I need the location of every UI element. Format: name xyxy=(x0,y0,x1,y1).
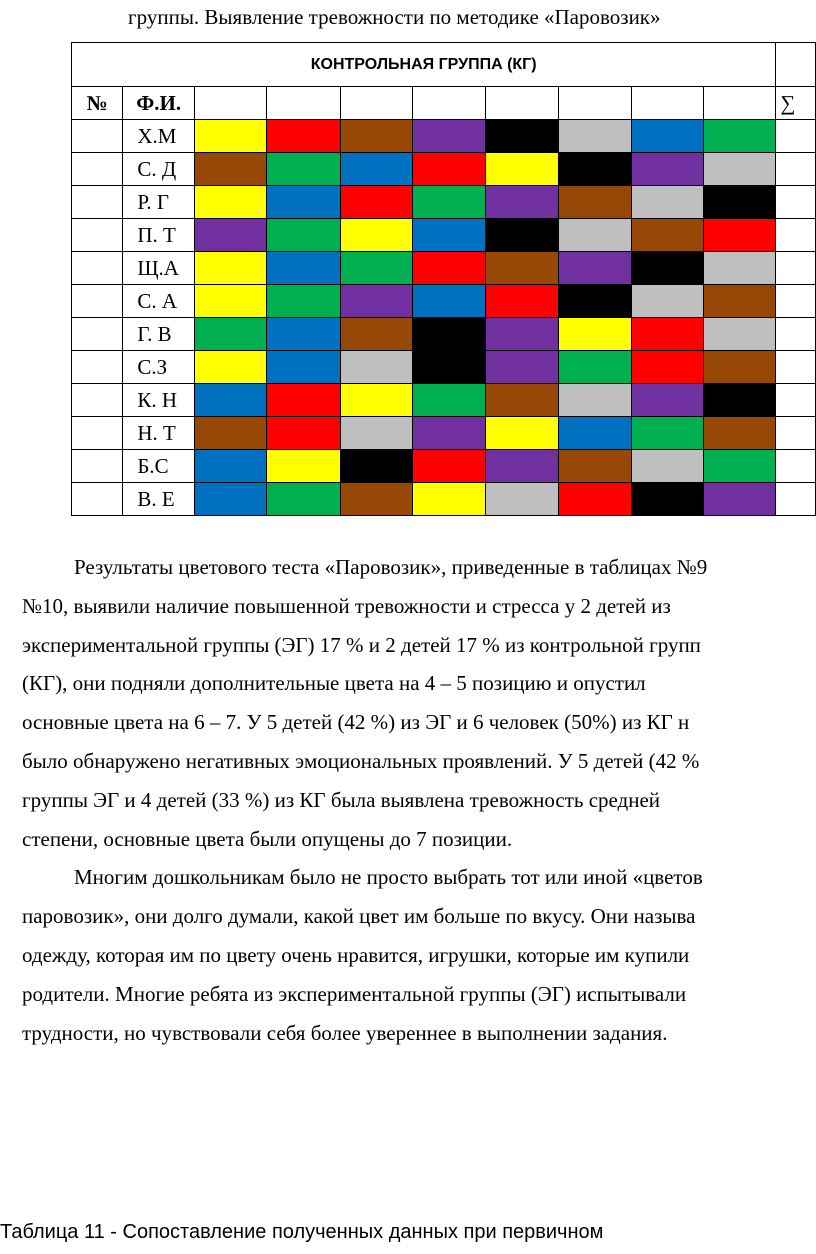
header-position-1 xyxy=(195,87,267,120)
color-cell-purple xyxy=(485,318,558,351)
text-line: степени, основные цвета были опущены до 7 позиции. xyxy=(22,826,513,851)
body-text xyxy=(22,548,816,1052)
color-cell-black xyxy=(703,384,775,417)
color-cell-red xyxy=(559,483,631,516)
color-cell-green xyxy=(267,483,340,516)
table-row xyxy=(72,450,816,483)
color-cell-black xyxy=(631,252,703,285)
color-cell-green xyxy=(267,285,340,318)
row-name-cell: К. Н xyxy=(123,384,195,417)
color-cell-gray xyxy=(559,120,631,153)
color-cell-black xyxy=(340,450,412,483)
control-group-table xyxy=(71,42,816,516)
row-name-cell: Н. Т xyxy=(123,417,195,450)
row-name-cell: Г. В xyxy=(123,318,195,351)
row-sum-cell xyxy=(776,483,816,516)
color-cell-brown xyxy=(195,153,267,186)
text-line: основные цвета на 6 – 7. У 5 детей (42 %) из ЭГ и 6 человек (50%) из КГ н xyxy=(22,710,690,735)
row-number-cell xyxy=(72,219,123,252)
table-row xyxy=(72,153,816,186)
row-sum-cell xyxy=(776,351,816,384)
color-cell-gray xyxy=(703,252,775,285)
header-position-5 xyxy=(485,87,558,120)
color-cell-gray xyxy=(631,450,703,483)
color-cell-gray xyxy=(340,417,412,450)
row-number-cell xyxy=(72,450,123,483)
color-cell-red xyxy=(340,186,412,219)
color-cell-yellow xyxy=(340,384,412,417)
row-number-cell xyxy=(72,153,123,186)
color-cell-purple xyxy=(195,219,267,252)
color-cell-brown xyxy=(485,252,558,285)
color-cell-gray xyxy=(340,351,412,384)
color-cell-purple xyxy=(485,186,558,219)
text-line: одежду, которая им по цвету очень нравится, игрушки, которые им купили xyxy=(22,942,690,967)
header-position-4 xyxy=(413,87,485,120)
color-cell-yellow xyxy=(413,483,485,516)
color-cell-brown xyxy=(340,120,412,153)
color-cell-blue xyxy=(413,219,485,252)
color-cell-purple xyxy=(703,483,775,516)
row-number-cell xyxy=(72,120,123,153)
color-cell-green xyxy=(703,120,775,153)
color-cell-blue xyxy=(559,417,631,450)
color-cell-yellow xyxy=(485,153,558,186)
color-cell-gray xyxy=(703,318,775,351)
row-sum-cell xyxy=(776,120,816,153)
color-cell-purple xyxy=(413,417,485,450)
table-row xyxy=(72,219,816,252)
color-cell-purple xyxy=(631,153,703,186)
header-name: Ф.И. xyxy=(123,87,195,120)
row-sum-cell xyxy=(776,417,816,450)
row-sum-cell xyxy=(776,318,816,351)
color-cell-brown xyxy=(340,318,412,351)
table-row xyxy=(72,252,816,285)
color-cell-yellow xyxy=(340,219,412,252)
color-cell-red xyxy=(267,120,340,153)
color-cell-black xyxy=(485,120,558,153)
header-position-6 xyxy=(559,87,631,120)
table-caption-top: группы. Выявление тревожности по методике «Паровозик» xyxy=(128,5,661,29)
text-line: трудности, но чувствовали себя более увереннее в выполнении задания. xyxy=(22,1020,668,1045)
row-name-cell: Х.М xyxy=(123,120,195,153)
color-cell-green xyxy=(703,450,775,483)
color-cell-blue xyxy=(195,450,267,483)
row-name-cell: В. Е xyxy=(123,483,195,516)
row-name-cell: Б.С xyxy=(123,450,195,483)
row-name-cell: С.З xyxy=(123,351,195,384)
color-cell-brown xyxy=(559,450,631,483)
color-cell-blue xyxy=(413,285,485,318)
color-cell-yellow xyxy=(195,186,267,219)
table-row xyxy=(72,384,816,417)
color-cell-yellow xyxy=(195,120,267,153)
color-cell-blue xyxy=(267,186,340,219)
color-cell-yellow xyxy=(195,252,267,285)
header-sum: ∑ xyxy=(776,87,816,120)
color-cell-purple xyxy=(631,384,703,417)
color-cell-gray xyxy=(485,483,558,516)
color-cell-green xyxy=(340,252,412,285)
color-cell-red xyxy=(703,219,775,252)
text-line: группы ЭГ и 4 детей (33 %) из КГ была выявлена тревожность средней xyxy=(22,787,661,812)
color-cell-blue xyxy=(195,483,267,516)
row-name-cell: С. Д xyxy=(123,153,195,186)
color-cell-gray xyxy=(631,186,703,219)
color-cell-brown xyxy=(703,285,775,318)
color-cell-blue xyxy=(267,318,340,351)
color-cell-brown xyxy=(559,186,631,219)
row-number-cell xyxy=(72,384,123,417)
color-cell-green xyxy=(559,351,631,384)
color-cell-brown xyxy=(631,219,703,252)
color-cell-yellow xyxy=(195,351,267,384)
color-cell-purple xyxy=(559,252,631,285)
table-row xyxy=(72,120,816,153)
text-line: (КГ), они подняли дополнительные цвета на 4 – 5 позицию и опустил xyxy=(22,671,646,696)
color-cell-black xyxy=(703,186,775,219)
row-name-cell: Щ.А xyxy=(123,252,195,285)
row-sum-cell xyxy=(776,186,816,219)
row-name-cell: П. Т xyxy=(123,219,195,252)
color-cell-red xyxy=(413,153,485,186)
row-name-cell: Р. Г xyxy=(123,186,195,219)
row-number-cell xyxy=(72,483,123,516)
color-cell-black xyxy=(413,351,485,384)
row-number-cell xyxy=(72,318,123,351)
row-number-cell xyxy=(72,351,123,384)
row-sum-cell xyxy=(776,153,816,186)
table-row xyxy=(72,483,816,516)
header-position-3 xyxy=(340,87,412,120)
row-number-cell xyxy=(72,285,123,318)
table-row xyxy=(72,318,816,351)
text-line: №10, выявили наличие повышенной тревожности и стресса у 2 детей из xyxy=(22,593,671,618)
color-cell-black xyxy=(559,285,631,318)
header-position-8 xyxy=(703,87,775,120)
color-cell-blue xyxy=(195,384,267,417)
row-sum-cell xyxy=(776,285,816,318)
color-cell-red xyxy=(485,285,558,318)
color-cell-brown xyxy=(703,417,775,450)
color-cell-purple xyxy=(485,351,558,384)
color-cell-red xyxy=(631,351,703,384)
row-number-cell xyxy=(72,417,123,450)
color-cell-black xyxy=(413,318,485,351)
color-cell-green xyxy=(195,318,267,351)
color-cell-red xyxy=(413,252,485,285)
header-position-2 xyxy=(267,87,340,120)
color-cell-yellow xyxy=(195,285,267,318)
color-cell-gray xyxy=(559,219,631,252)
table-row xyxy=(72,186,816,219)
row-name-cell: С. А xyxy=(123,285,195,318)
color-cell-black xyxy=(485,219,558,252)
color-cell-blue xyxy=(267,351,340,384)
color-cell-yellow xyxy=(559,318,631,351)
color-cell-green xyxy=(631,417,703,450)
color-cell-brown xyxy=(485,384,558,417)
table-caption-bottom: Таблица 11 - Сопоставление полученных данных при первичном xyxy=(0,1221,604,1243)
row-sum-cell xyxy=(776,219,816,252)
text-line: было обнаружено негативных эмоциональных проявлений. У 5 детей (42 % xyxy=(22,748,700,773)
color-cell-yellow xyxy=(267,450,340,483)
color-cell-blue xyxy=(340,153,412,186)
color-cell-red xyxy=(631,318,703,351)
color-cell-purple xyxy=(340,285,412,318)
paragraph-observations xyxy=(22,858,816,1052)
color-cell-gray xyxy=(559,384,631,417)
color-cell-red xyxy=(267,384,340,417)
group-title-extra-cell xyxy=(776,43,816,87)
color-cell-gray xyxy=(703,153,775,186)
color-cell-green xyxy=(413,384,485,417)
color-cell-blue xyxy=(267,252,340,285)
group-title: КОНТРОЛЬНАЯ ГРУППА (КГ) xyxy=(72,43,776,87)
color-cell-black xyxy=(559,153,631,186)
table-row xyxy=(72,417,816,450)
row-number-cell xyxy=(72,252,123,285)
color-cell-purple xyxy=(485,450,558,483)
color-cell-green xyxy=(413,186,485,219)
color-cell-red xyxy=(413,450,485,483)
color-cell-green xyxy=(267,153,340,186)
text-line: Многим дошкольникам было не просто выбрать тот или иной «цветов xyxy=(74,865,703,890)
row-sum-cell xyxy=(776,252,816,285)
text-line: паровозик», они долго думали, какой цвет им больше по вкусу. Они называ xyxy=(22,904,696,929)
row-sum-cell xyxy=(776,450,816,483)
text-line: экспериментальной группы (ЭГ) 17 % и 2 детей 17 % из контрольной групп xyxy=(22,632,701,657)
header-position-7 xyxy=(631,87,703,120)
color-cell-brown xyxy=(195,417,267,450)
table-row xyxy=(72,285,816,318)
color-cell-brown xyxy=(703,351,775,384)
color-cell-brown xyxy=(340,483,412,516)
color-cell-black xyxy=(631,483,703,516)
paragraph-results xyxy=(22,548,816,858)
color-cell-green xyxy=(267,219,340,252)
color-cell-purple xyxy=(413,120,485,153)
color-cell-blue xyxy=(631,120,703,153)
row-sum-cell xyxy=(776,384,816,417)
row-number-cell xyxy=(72,186,123,219)
text-line: родители. Многие ребята из экспериментальной группы (ЭГ) испытывали xyxy=(22,981,687,1006)
color-cell-gray xyxy=(631,285,703,318)
color-cell-red xyxy=(267,417,340,450)
color-cell-yellow xyxy=(485,417,558,450)
table-row xyxy=(72,351,816,384)
header-number: № xyxy=(72,87,123,120)
text-line: Результаты цветового теста «Паровозик», приведенные в таблицах №9 xyxy=(74,555,708,579)
